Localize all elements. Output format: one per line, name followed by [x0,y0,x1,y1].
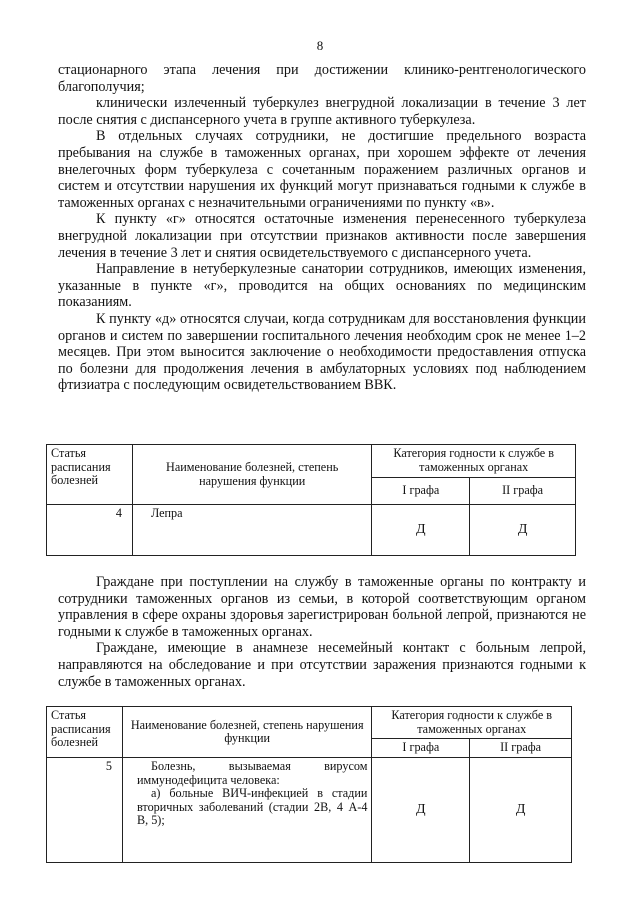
article-number: 5 [47,758,123,863]
header-disease-name: Наименование болезней, степень нарушения функции [132,445,371,505]
category-col-1: Д [372,505,470,556]
header-article: Статья расписания болезней [47,445,133,505]
schedule-table-article-5 [46,706,572,863]
paragraph: стационарного этапа лечения при достижении клинико-рентгенологического благополучия; [58,62,586,95]
paragraph: клинически излеченный туберкулез внегрудной локализации в течение 3 лет после снятия с диспансерного учета в группе активного туберкулеза. [58,95,586,128]
header-column-1: I графа [372,478,470,505]
table-row [47,505,576,556]
header-column-2: II графа [470,739,572,758]
text-block-top [58,62,586,394]
paragraph: Граждане при поступлении на службу в таможенные органы по контракту и сотрудники таможенных органов из семьи, в которой соответствующим органом управления в сфере охраны здоровья зарегистрирован больной лепрой, признаются не годными к службе в таможенных органах. [58,574,586,640]
header-article: Статья расписания болезней [47,707,123,758]
disease-subitem-a: а) больные ВИЧ-инфекцией в стадии вторичных заболеваний (стадии 2В, 4 А-4 В, 5); [136,786,368,827]
paragraph: Граждане, имеющие в анамнезе несемейный контакт с больным лепрой, направляются на обследование и при отсутствии заражения признаются годными к службе в таможенных органах. [58,640,586,690]
page-number: 8 [316,38,324,53]
paragraph: К пункту «д» относятся случаи, когда сотрудникам для восстановления функции органов и систем по завершении госпитального лечения необходим срок не менее 1–2 месяцев. При этом выносится заключение о необходимости предоставления отпуска по болезни для продолжения лечения в амбулаторных условиях под наблюдением фтизиатра с последующим освидетельствованием ВВК. [58,310,586,394]
category-col-2: Д [470,758,572,863]
disease-name: Лепра [132,505,371,556]
header-fitness-category: Категория годности к службе в таможенных органах [372,445,576,478]
disease-title: Болезнь, вызываемая вирусом иммунодефицита человека: [136,759,368,787]
header-fitness-category: Категория годности к службе в таможенных органах [372,707,572,739]
header-disease-name: Наименование болезней, степень нарушения функции [122,707,371,758]
paragraph: В отдельных случаях сотрудники, не достигшие предельного возраста пребывания на службе в таможенных органах, при хорошем эффекте от лечения внелегочных форм туберкулеза с сочетанным поражением различных органов и систем и отсутствии нарушения их функций могут признаваться годными к службе в таможенных органах с незначительными ограничениями по пункту «в». [58,128,586,211]
paragraph: Направление в нетуберкулезные санатории сотрудников, имеющих изменения, указанные в пункте «г», проводится на общих основаниях по медицинским показаниям. [58,261,586,311]
paragraph: К пункту «г» относятся остаточные изменения перенесенного туберкулеза внегрудной локализации при отсутствии признаков активности после завершения лечения в течение 3 лет и снятия освидетельствуемого с диспансерного учета. [58,211,586,261]
category-col-1: Д [372,758,470,863]
header-column-1: I графа [372,739,470,758]
category-col-2: Д [470,505,576,556]
schedule-table-article-4 [46,444,576,556]
disease-description [122,758,371,863]
article-number: 4 [47,505,133,556]
table-row [47,758,572,863]
text-block-middle [58,574,586,690]
header-column-2: II графа [470,478,576,505]
